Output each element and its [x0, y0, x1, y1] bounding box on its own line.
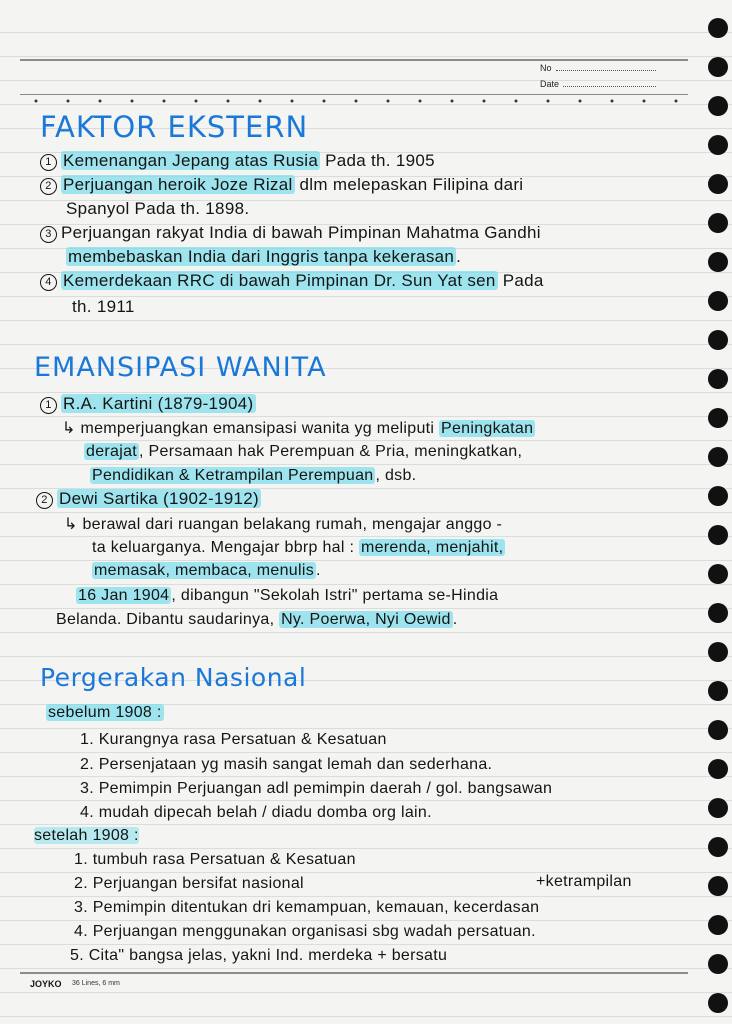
highlighted-text: Dewi Sartika (1902-1912) [59, 489, 259, 508]
highlighted-text: Pendidikan & Ketrampilan Perempuan [92, 467, 374, 484]
item-text: . [456, 247, 462, 266]
list-item [40, 271, 544, 291]
item-number: 3 [40, 226, 57, 243]
highlighted-text: derajat [86, 443, 138, 460]
binding-hole [708, 174, 728, 194]
item-number: 1 [40, 397, 57, 414]
list-item [56, 611, 457, 629]
list-item: 2. Perjuangan bersifat nasional [74, 875, 304, 892]
list-item: 2. Persenjataan yg masih sangat lemah dan sederhana. [80, 756, 493, 773]
item-text: . [316, 562, 321, 579]
list-item: 3. Pemimpin ditentukan dri kemampuan, kemauan, kecerdasan [74, 899, 540, 916]
binding-hole [708, 291, 728, 311]
binding-hole [708, 96, 728, 116]
binding-hole [708, 681, 728, 701]
heading-faktor-ekstern: FAKTOR EKSTERN [40, 110, 309, 144]
binding-hole [708, 642, 728, 662]
paper-spec: 36 Lines, 6 mm [72, 980, 120, 987]
binding-hole [708, 447, 728, 467]
highlighted-text: 16 Jan 1904 [78, 587, 170, 604]
binding-hole [708, 993, 728, 1013]
list-item: 4. Perjuangan menggunakan organisasi sbg wadah persatuan. [74, 923, 536, 940]
item-text: ↳ memperjuangkan emansipasi wanita yg meliputi [62, 420, 440, 437]
item-text: ta keluarganya. Mengajar bbrp hal : [92, 539, 359, 556]
list-item [76, 587, 498, 605]
item-text: Pada [497, 271, 544, 290]
highlighted-text: Kemerdekaan RRC di bawah Pimpinan Dr. Sun Yat sen [63, 271, 496, 290]
highlighted-text: membebaskan India dari Inggris tanpa kekerasan [68, 247, 455, 266]
highlighted-text: merenda, menjahit, [360, 539, 504, 556]
binding-hole [708, 564, 728, 584]
list-item: 1. tumbuh rasa Persatuan & Kesatuan [74, 851, 356, 868]
list-item [92, 539, 505, 557]
footer-rule [20, 972, 688, 974]
highlighted-text: Peningkatan [441, 420, 534, 437]
binding-hole [708, 954, 728, 974]
binding-hole [708, 252, 728, 272]
item-text: , dibangun "Sekolah Istri" pertama se-Hindia [171, 587, 499, 604]
binding-hole [708, 18, 728, 38]
binding-hole [708, 525, 728, 545]
subheading-sebelum [46, 704, 164, 722]
item-number: 4 [40, 274, 57, 291]
list-item [40, 223, 541, 243]
list-item [40, 151, 435, 171]
binding-hole [708, 57, 728, 77]
highlighted-text: memasak, membaca, menulis [94, 562, 315, 579]
dotted-rule [20, 99, 688, 103]
binding-hole [708, 135, 728, 155]
header-rule [20, 94, 688, 95]
binding-hole [708, 603, 728, 623]
item-text: dlm melepaskan Filipina dari [294, 175, 524, 194]
item-text: , dsb. [375, 467, 417, 484]
heading-emansipasi-wanita: EMANSIPASI WANITA [34, 352, 327, 383]
highlighted-text: R.A. Kartini (1879-1904) [63, 394, 254, 413]
list-item: 4. mudah dipecah belah / diadu domba org lain. [80, 804, 432, 821]
binding-hole [708, 915, 728, 935]
list-item: 1. Kurangnya rasa Persatuan & Kesatuan [80, 731, 387, 748]
list-item [84, 443, 522, 461]
side-note: +ketrampilan [536, 873, 632, 890]
item-number: 2 [40, 178, 57, 195]
binding-hole [708, 213, 728, 233]
binding-hole [708, 837, 728, 857]
list-item [40, 175, 523, 195]
list-item [90, 467, 416, 485]
header-rule [20, 59, 688, 61]
date-field [540, 79, 656, 89]
item-number: 2 [36, 492, 53, 509]
no-label: No [540, 63, 552, 73]
subheading-setelah [34, 827, 139, 845]
highlighted-text: Kemenangan Jepang atas Rusia [63, 151, 319, 170]
binding-hole [708, 876, 728, 896]
binding-hole [708, 408, 728, 428]
list-item [62, 418, 535, 438]
list-item: th. 1911 [72, 297, 135, 316]
item-text: Belanda. Dibantu saudarinya, [56, 611, 280, 628]
list-item: 3. Pemimpin Perjuangan adl pemimpin daerah / gol. bangsawan [80, 780, 553, 797]
item-text: Pada th. 1905 [320, 151, 435, 170]
list-item [36, 489, 261, 509]
list-item [66, 247, 461, 267]
item-text: Perjuangan rakyat India di bawah Pimpinan Mahatma Gandhi [61, 223, 541, 242]
binding-hole [708, 486, 728, 506]
item-text: , Persamaan hak Perempuan & Pria, meningkatkan, [139, 443, 523, 460]
list-item: ↳ berawal dari ruangan belakang rumah, mengajar anggo - [64, 516, 503, 533]
list-item [92, 562, 321, 580]
binding-hole [708, 369, 728, 389]
highlighted-text: setelah 1908 : [34, 827, 139, 844]
item-number: 1 [40, 154, 57, 171]
binding-hole [708, 330, 728, 350]
highlighted-text: Ny. Poerwa, Nyi Oewid [281, 611, 451, 628]
no-field [540, 63, 656, 73]
list-item: Spanyol Pada th. 1898. [66, 199, 250, 218]
item-text: . [452, 611, 458, 628]
heading-pergerakan-nasional: Pergerakan Nasional [40, 663, 307, 692]
highlighted-text: sebelum 1908 : [48, 704, 162, 721]
binding-hole [708, 798, 728, 818]
list-item [40, 394, 256, 414]
list-item: 5. Cita" bangsa jelas, yakni Ind. merdeka + bersatu [70, 947, 448, 964]
date-label: Date [540, 79, 560, 89]
binding-hole [708, 759, 728, 779]
highlighted-text: Perjuangan heroik Joze Rizal [63, 175, 293, 194]
binding-hole [708, 720, 728, 740]
brand-logo: JOYKO [30, 979, 62, 989]
